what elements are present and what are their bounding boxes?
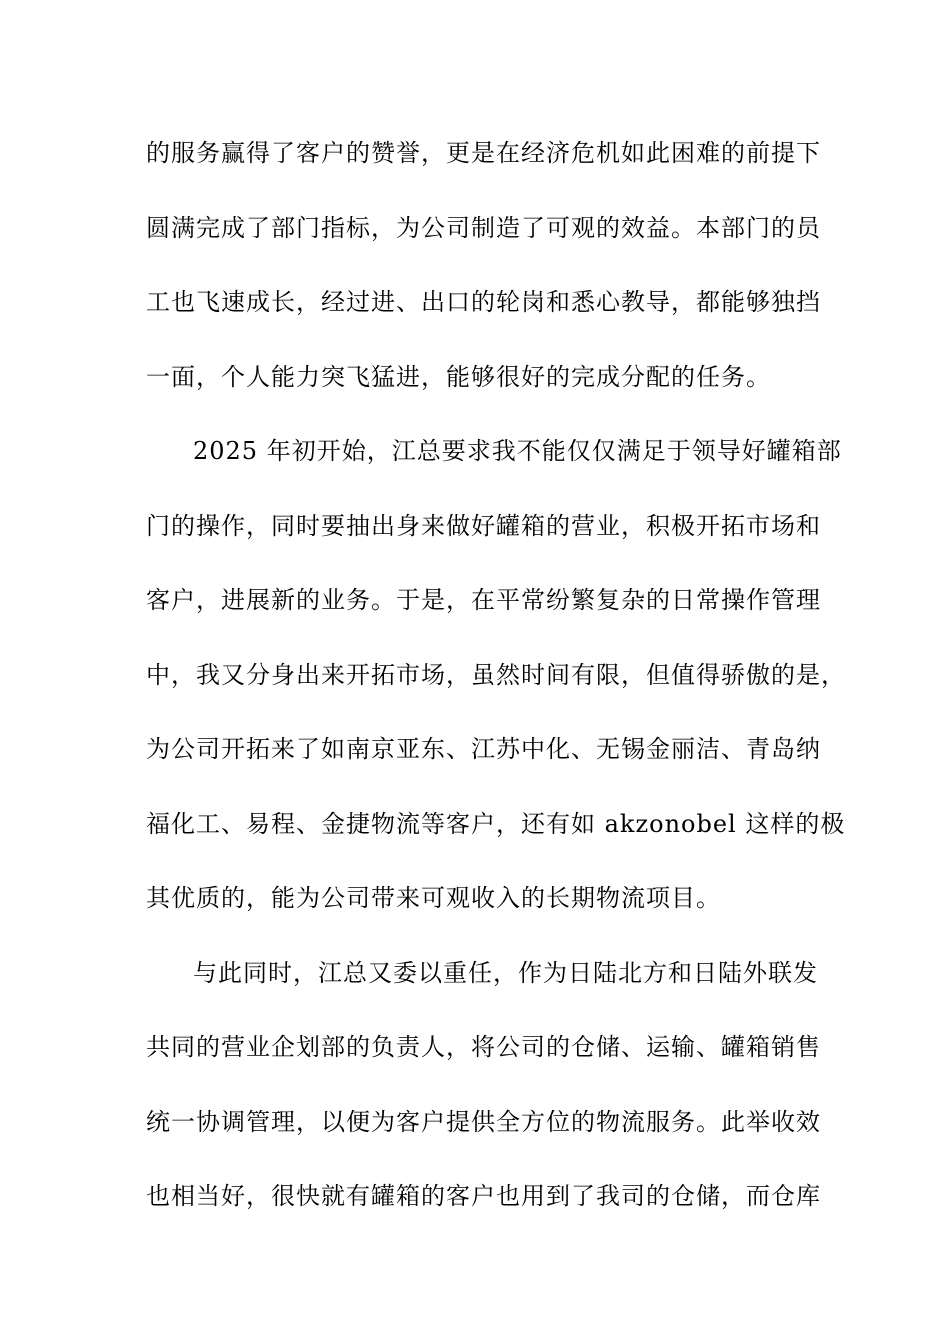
paragraph-first-line: 与此同时，江总又委以重任，作为日陆北方和日陆外联发 (193, 958, 818, 987)
text-line: 为公司开拓来了如南京亚东、江苏中化、无锡金丽洁、青岛纳 (146, 735, 821, 763)
text-line: 其优质的，能为公司带来可观收入的长期物流项目。 (146, 884, 721, 912)
text-line: 客户，进展新的业务。于是，在平常纷繁复杂的日常操作管理 (146, 586, 821, 614)
text-line: 门的操作，同时要抽出身来做好罐箱的营业，积极开拓市场和 (146, 511, 821, 540)
text-line: 共同的营业企划部的负责人，将公司的仓储、运输、罐箱销售 (146, 1033, 821, 1061)
text-line: 圆满完成了部门指标，为公司制造了可观的效益。本部门的员 (146, 213, 821, 242)
body-text (146, 128, 846, 1246)
paragraph-first-line: 2025 年初开始，江总要求我不能仅仅满足于领导好罐箱部 (193, 437, 842, 465)
text-line: 的服务赢得了客户的赞誉，更是在经济危机如此困难的前提下 (146, 139, 821, 167)
text-line: 一面，个人能力突飞猛进，能够很好的完成分配的任务。 (146, 362, 771, 391)
text-line: 工也飞速成长，经过进、出口的轮岗和悉心教导，都能够独挡 (146, 288, 821, 316)
text-line: 中，我又分身出来开拓市场，虽然时间有限，但值得骄傲的是， (146, 660, 846, 689)
text-line: 福化工、易程、金捷物流等客户，还有如 akzonobel 这样的极 (146, 809, 846, 838)
text-line: 也相当好，很快就有罐箱的客户也用到了我司的仓储，而仓库 (146, 1182, 821, 1210)
text-line: 统一协调管理，以便为客户提供全方位的物流服务。此举收效 (146, 1107, 821, 1136)
